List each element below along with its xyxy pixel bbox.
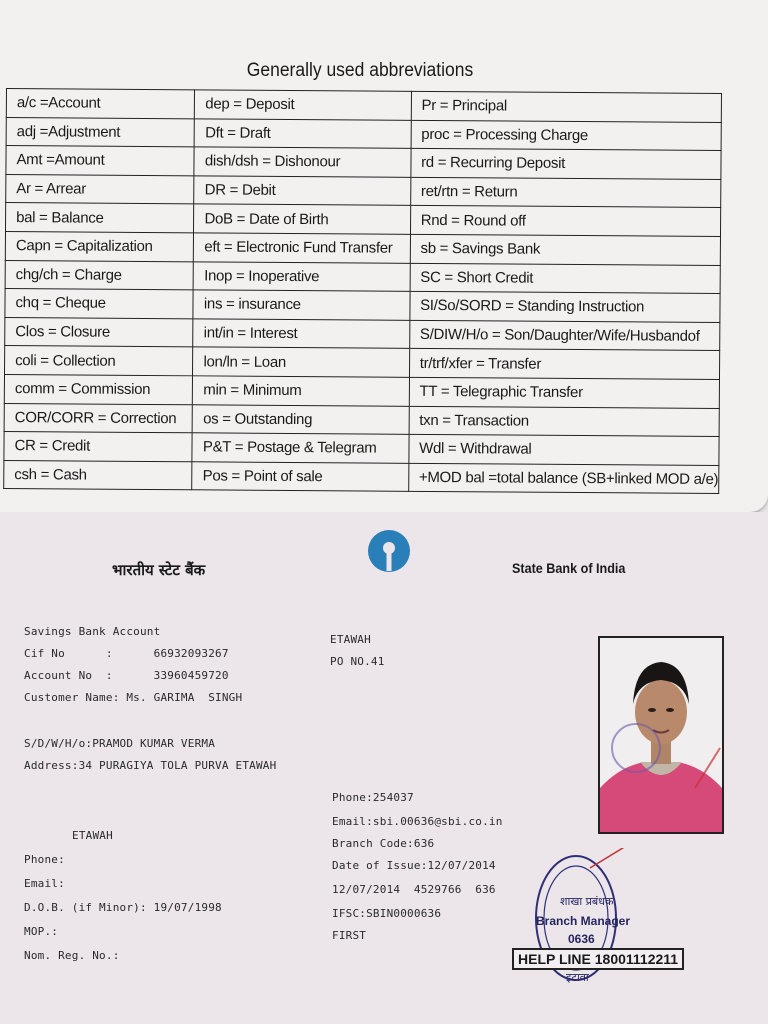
abbreviation-cell: lon/ln = Loan bbox=[193, 347, 409, 377]
abbreviation-cell: comm = Commission bbox=[4, 374, 193, 404]
relation-name: S/D/W/H/o:PRAMOD KUMAR VERMA bbox=[24, 737, 216, 750]
customer-phone: Phone: bbox=[24, 853, 65, 866]
abbreviation-cell: ret/rtn = Return bbox=[410, 177, 721, 208]
abbreviation-cell: coli = Collection bbox=[5, 346, 194, 376]
abbreviation-cell: a/c =Account bbox=[6, 89, 195, 119]
cif-number: Cif No : 66932093267 bbox=[24, 647, 229, 660]
nomination-number: Nom. Reg. No.: bbox=[24, 949, 120, 962]
branch-code: Branch Code:636 bbox=[332, 837, 435, 850]
abbreviation-cell: dish/dsh = Dishonour bbox=[194, 147, 410, 177]
helpline-box: HELP LINE 18001112211 bbox=[512, 948, 684, 970]
branch-email: Email:sbi.00636@sbi.co.in bbox=[332, 815, 503, 828]
abbreviation-cell: SC = Short Credit bbox=[410, 263, 721, 294]
abbreviation-cell: Inop = Inoperative bbox=[194, 261, 410, 291]
stamp-manager-title: Branch Manager bbox=[536, 914, 631, 928]
branch-city: ETAWAH bbox=[330, 633, 371, 646]
ifsc-code: IFSC:SBIN0000636 bbox=[332, 907, 442, 920]
account-number: Account No : 33960459720 bbox=[24, 669, 229, 682]
customer-email: Email: bbox=[24, 877, 65, 890]
abbreviation-cell: Pr = Principal bbox=[411, 91, 722, 122]
abbreviation-cell: Capn = Capitalization bbox=[5, 231, 194, 261]
first-label: FIRST bbox=[332, 929, 367, 942]
abbreviation-cell: csh = Cash bbox=[4, 460, 193, 490]
customer-name: Customer Name: Ms. GARIMA SINGH bbox=[24, 691, 243, 704]
abbreviation-cell: Pos = Point of sale bbox=[192, 462, 408, 492]
abbreviation-cell: tr/trf/xfer = Transfer bbox=[409, 349, 720, 380]
abbreviation-cell: min = Minimum bbox=[193, 376, 409, 406]
abbreviation-cell: +MOD bal =total balance (SB+linked MOD a/e) bbox=[408, 463, 719, 494]
stamp-hindi-city: इटावा bbox=[566, 971, 589, 984]
date-of-issue: Date of Issue:12/07/2014 bbox=[332, 859, 496, 872]
abbreviation-cell: chg/ch = Charge bbox=[5, 260, 194, 290]
abbreviation-cell: sb = Savings Bank bbox=[410, 234, 721, 265]
abbreviation-cell: DoB = Date of Birth bbox=[194, 204, 410, 234]
abbreviation-cell: ins = insurance bbox=[193, 290, 409, 320]
stamp-hindi-title: शाखा प्रबंधक bbox=[560, 895, 614, 908]
abbreviation-cell: Dft = Draft bbox=[195, 118, 411, 148]
bank-name-english: State Bank of India bbox=[512, 560, 626, 576]
abbreviation-cell: int/in = Interest bbox=[193, 319, 409, 349]
abbreviations-title: Generally used abbreviations bbox=[246, 60, 474, 81]
abbreviation-cell: TT = Telegraphic Transfer bbox=[409, 377, 720, 408]
abbreviation-cell: P&T = Postage & Telegram bbox=[192, 433, 408, 463]
abbreviation-cell: COR/CORR = Correction bbox=[4, 403, 193, 433]
abbreviations-table bbox=[3, 88, 722, 494]
customer-photo bbox=[598, 636, 724, 834]
abbreviation-row bbox=[4, 460, 719, 494]
abbreviation-cell: chq = Cheque bbox=[5, 289, 194, 319]
branch-po: PO NO.41 bbox=[330, 655, 385, 668]
mode-of-operation: MOP.: bbox=[24, 925, 59, 938]
abbreviation-cell: Amt =Amount bbox=[6, 146, 195, 176]
abbreviation-cell: eft = Electronic Fund Transfer bbox=[194, 233, 410, 263]
abbreviation-cell: os = Outstanding bbox=[193, 404, 409, 434]
bank-name-hindi: भारतीय स्टेट बैंक bbox=[112, 561, 206, 579]
abbreviation-cell: DR = Debit bbox=[194, 176, 410, 206]
stamp-branch-code: 0636 bbox=[568, 932, 595, 946]
date-of-birth: D.O.B. (if Minor): 19/07/1998 bbox=[24, 901, 222, 914]
branch-phone: Phone:254037 bbox=[332, 791, 414, 804]
issue-reference: 12/07/2014 4529766 636 bbox=[332, 883, 496, 896]
abbreviation-cell: CR = Credit bbox=[4, 432, 193, 462]
abbreviation-cell: rd = Recurring Deposit bbox=[411, 149, 722, 180]
abbreviation-cell: Wdl = Withdrawal bbox=[409, 434, 720, 465]
address: Address:34 PURAGIYA TOLA PURVA ETAWAH bbox=[24, 759, 277, 772]
sbi-logo-icon bbox=[366, 528, 412, 574]
abbreviation-cell: Rnd = Round off bbox=[410, 206, 721, 237]
customer-city: ETAWAH bbox=[72, 829, 113, 842]
abbreviation-cell: SI/So/SORD = Standing Instruction bbox=[410, 291, 721, 322]
abbreviation-cell: bal = Balance bbox=[5, 203, 194, 233]
abbreviation-cell: dep = Deposit bbox=[195, 90, 411, 120]
abbreviation-cell: S/DIW/H/o = Son/Daughter/Wife/Husbandof bbox=[409, 320, 720, 351]
abbreviation-cell: adj =Adjustment bbox=[6, 117, 195, 147]
abbreviation-cell: txn = Transaction bbox=[409, 406, 720, 437]
account-type: Savings Bank Account bbox=[24, 625, 161, 638]
abbreviation-cell: proc = Processing Charge bbox=[411, 120, 722, 151]
abbreviation-cell: Ar = Arrear bbox=[6, 174, 195, 204]
abbreviation-cell: Clos = Closure bbox=[5, 317, 194, 347]
